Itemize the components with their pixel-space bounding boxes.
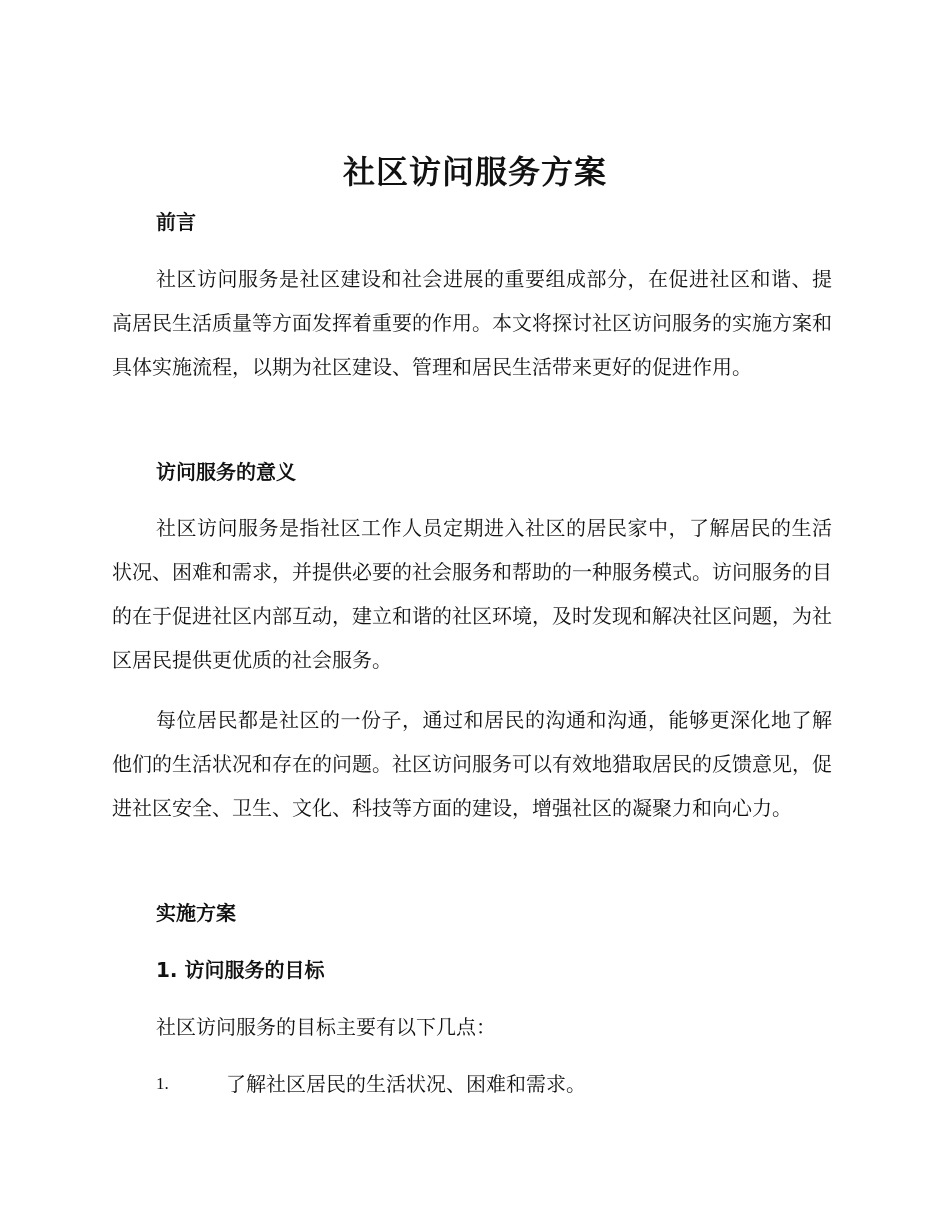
list-item-number: 1.: [156, 1074, 169, 1093]
section-heading-preface: 前言: [156, 210, 196, 234]
meaning-paragraph-2: 每位居民都是社区的一份子，通过和居民的沟通和沟通，能够更深化地了解他们的生活状况和存在的问题。社区访问服务可以有效地猎取居民的反馈意见，促进社区安全、卫生、文化、科技等方面的建设，增强社区的凝聚力和向心力。: [112, 708, 832, 820]
section-heading-plan: 实施方案: [156, 901, 236, 925]
section-heading-meaning: 访问服务的意义: [156, 460, 296, 484]
preface-paragraph: 社区访问服务是社区建设和社会进展的重要组成部分，在促进社区和谐、提高居民生活质量等方面发挥着重要的作用。本文将探讨社区访问服务的实施方案和具体实施流程，以期为社区建设、管理和居民生活带来更好的促进作用。: [112, 267, 832, 379]
meaning-paragraph-1: 社区访问服务是指社区工作人员定期进入社区的居民家中，了解居民的生活状况、困难和需求，并提供必要的社会服务和帮助的一种服务模式。访问服务的目的在于促进社区内部互动，建立和谐的社区环境，及时发现和解决社区问题，为社区居民提供更优质的社会服务。: [112, 516, 832, 672]
document-title: 社区访问服务方案: [342, 153, 607, 191]
subsection-heading-goal: 1. 访问服务的目标: [156, 958, 325, 982]
list-item-text: 了解社区居民的生活状况、困难和需求。: [226, 1072, 586, 1096]
goal-intro: 社区访问服务的目标主要有以下几点：: [156, 1015, 496, 1039]
